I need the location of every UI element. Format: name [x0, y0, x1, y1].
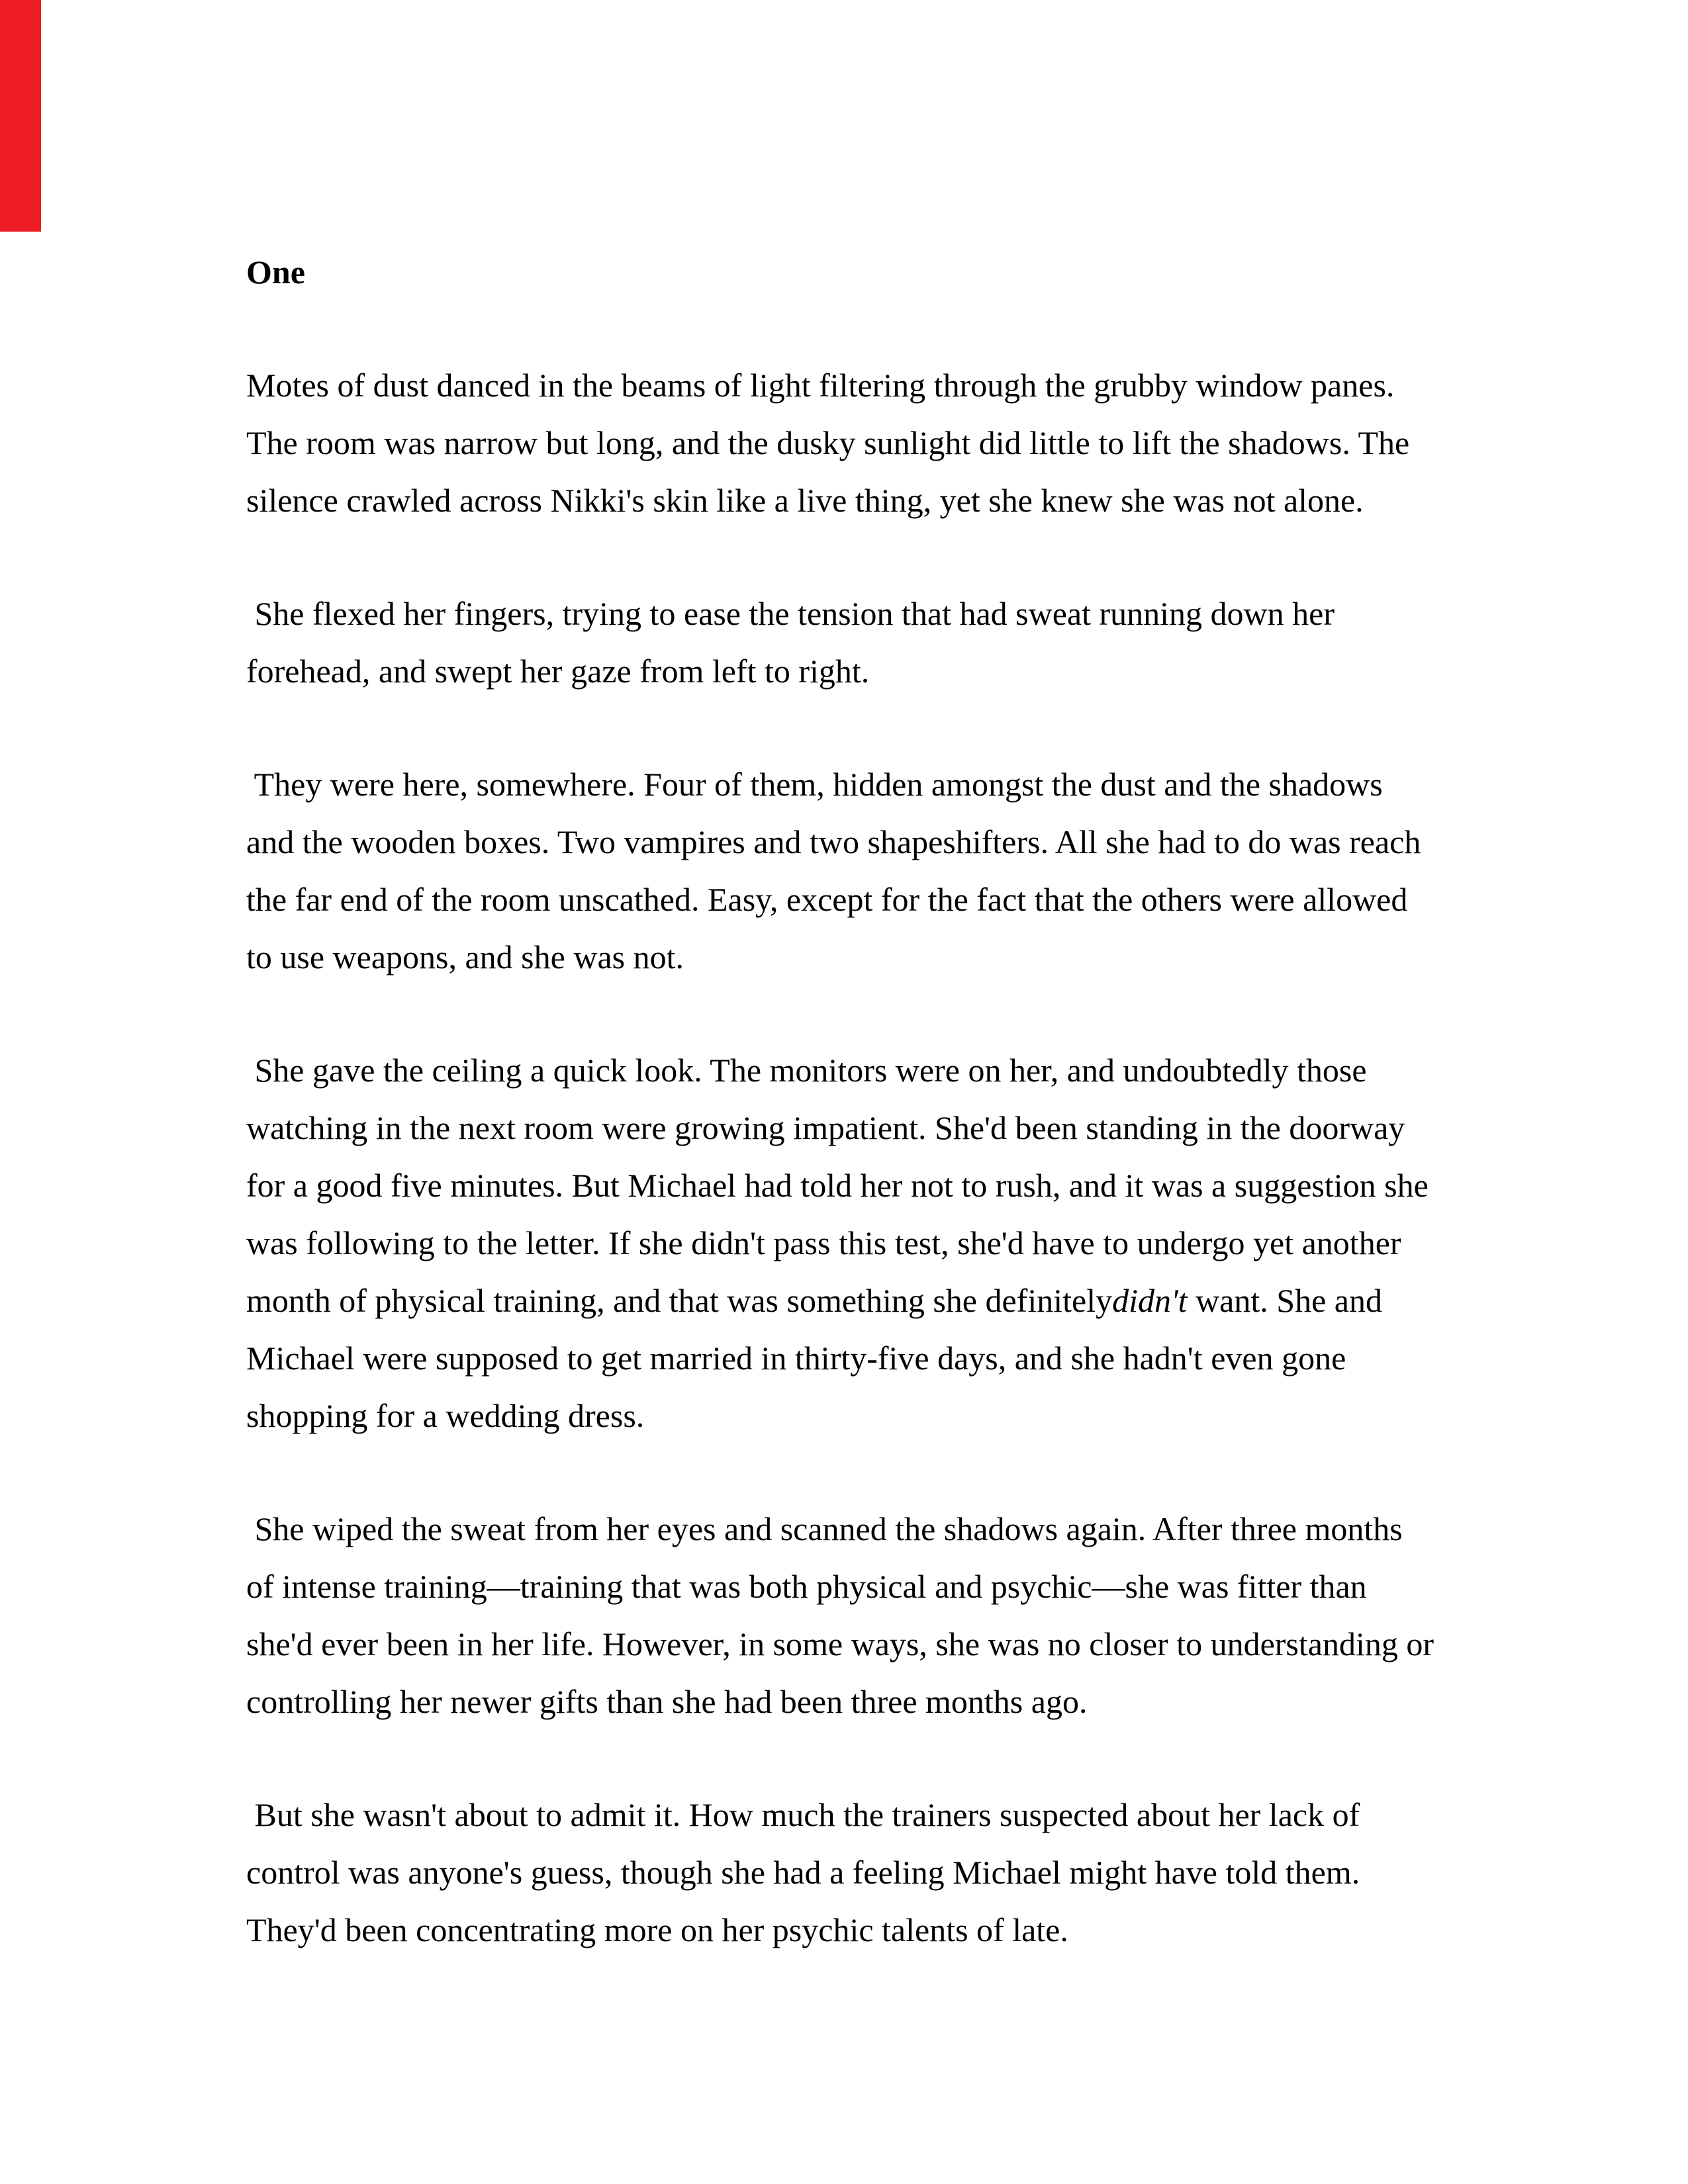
- text-line: month of physical training, and that was something she definitelydidn't want. She and: [246, 1282, 1382, 1319]
- text-line: They were here, somewhere. Four of them, hidden amongst the dust and the shadows: [246, 766, 1383, 803]
- red-corner-marker: [0, 0, 41, 232]
- text-line: the far end of the room unscathed. Easy, except for the fact that the others were allowed: [246, 881, 1408, 918]
- text-line: control was anyone's guess, though she had a feeling Michael might have told them.: [246, 1854, 1360, 1891]
- paragraph: [246, 1500, 1448, 1731]
- text-line: of intense training—training that was both physical and psychic—she was fitter than: [246, 1568, 1367, 1605]
- text-line: The room was narrow but long, and the dusky sunlight did little to lift the shadows. The: [246, 424, 1410, 461]
- text-body: [246, 357, 1448, 1959]
- paragraph: [246, 1786, 1448, 1959]
- text-line: Motes of dust danced in the beams of light filtering through the grubby window panes.: [246, 367, 1395, 404]
- text-line: silence crawled across Nikki's skin like a live thing, yet she knew she was not alone.: [246, 482, 1364, 519]
- text-line: Michael were supposed to get married in thirty-five days, and she hadn't even gone: [246, 1340, 1346, 1377]
- text-line: She flexed her fingers, trying to ease the tension that had sweat running down her: [246, 595, 1335, 632]
- text-line: She gave the ceiling a quick look. The monitors were on her, and undoubtedly those: [246, 1052, 1367, 1089]
- text-line: was following to the letter. If she didn't pass this test, she'd have to undergo yet another: [246, 1224, 1401, 1261]
- text-line: But she wasn't about to admit it. How much the trainers suspected about her lack of: [246, 1796, 1360, 1833]
- text-line: to use weapons, and she was not.: [246, 938, 684, 976]
- text-line: controlling her newer gifts than she had been three months ago.: [246, 1683, 1088, 1720]
- text-line: shopping for a wedding dress.: [246, 1397, 645, 1434]
- text-line: forehead, and swept her gaze from left to right.: [246, 653, 870, 690]
- text-line: They'd been concentrating more on her psychic talents of late.: [246, 1911, 1068, 1948]
- text-line: she'd ever been in her life. However, in some ways, she was no closer to understanding or: [246, 1625, 1434, 1662]
- paragraph: [246, 1042, 1448, 1445]
- chapter-heading: One: [246, 253, 305, 291]
- page-content: [246, 244, 1448, 1959]
- paragraph: [246, 756, 1448, 986]
- paragraph: [246, 585, 1448, 700]
- text-line: and the wooden boxes. Two vampires and two shapeshifters. All she had to do was reach: [246, 823, 1421, 860]
- paragraph: [246, 357, 1448, 529]
- text-line: watching in the next room were growing impatient. She'd been standing in the doorway: [246, 1109, 1405, 1146]
- text-line: for a good five minutes. But Michael had told her not to rush, and it was a suggestion she: [246, 1167, 1429, 1204]
- text-line: She wiped the sweat from her eyes and scanned the shadows again. After three months: [246, 1510, 1403, 1547]
